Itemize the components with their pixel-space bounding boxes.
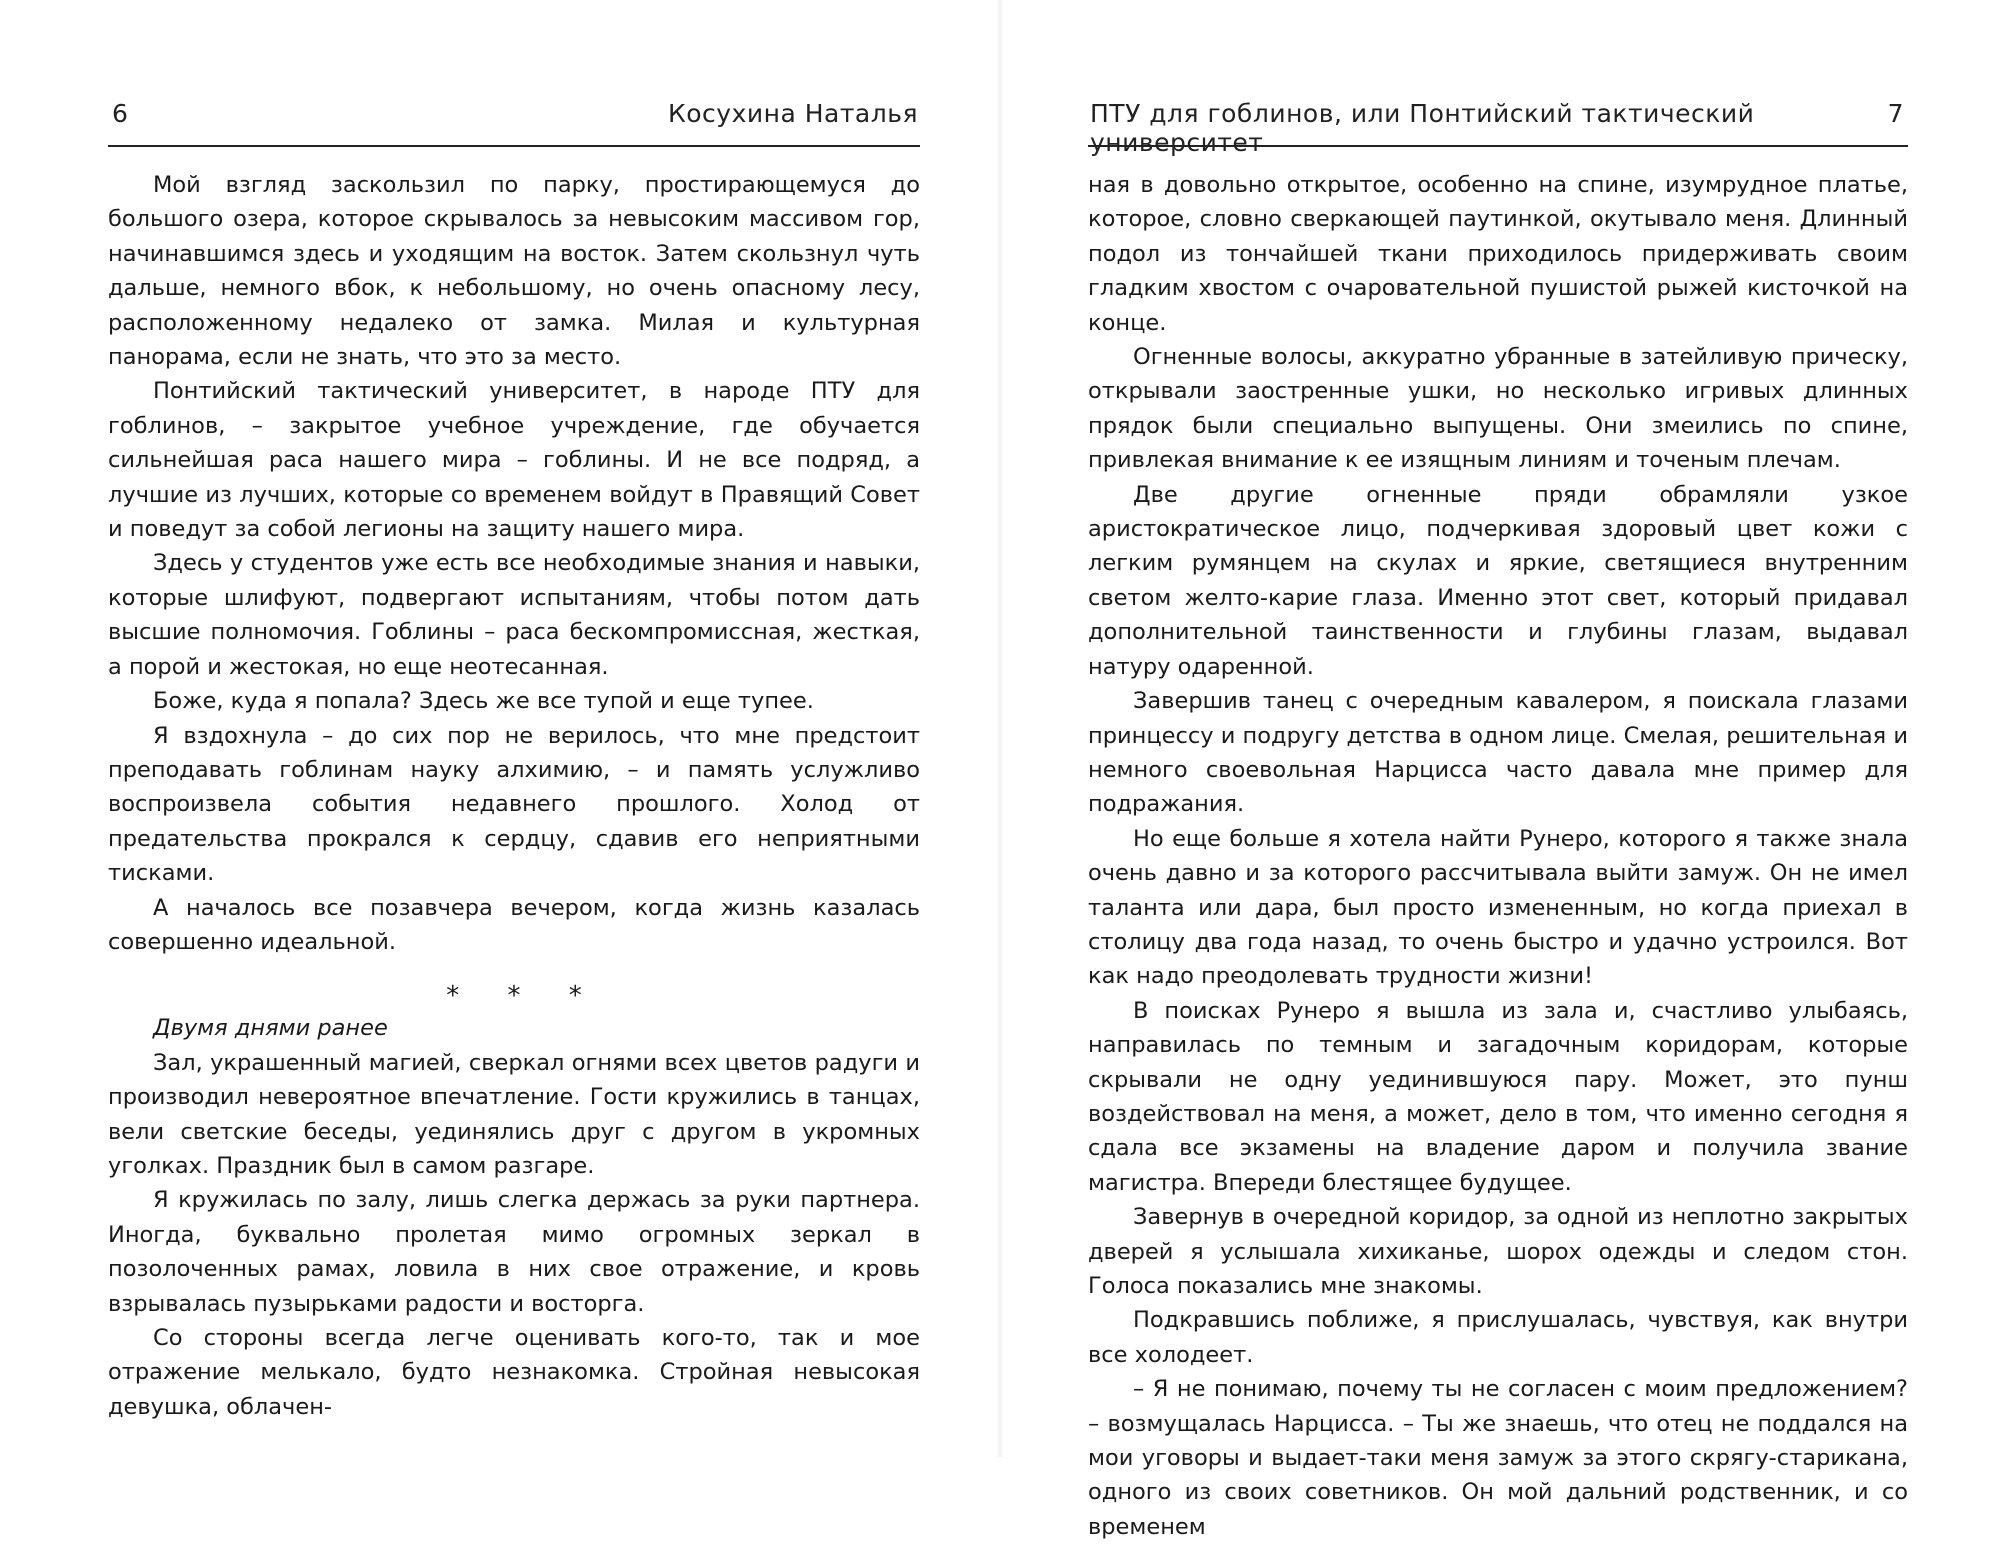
right-page-header (1088, 95, 1908, 157)
paragraph: Здесь у студентов уже есть все необходимые знания и навыки, которые шлифуют, подвергают испытаниям, чтобы потом дать высшие полномочия. Гоблины – раса бескомпромиссная, жесткая, а порой и жестокая, но еще неотесанная. (108, 550, 920, 680)
running-head: Косухина Наталья (668, 99, 918, 128)
paragraph: Завершив танец с очередным кавалером, я поискала глазами принцессу и подругу детства в одном лице. Смелая, решительная и немного своевольная Нарцисса часто давала мне пример для подражания. (1088, 688, 1908, 818)
paragraph: В поисках Рунеро я вышла из зала и, счастливо улыбаясь, направилась по темным и загадочным коридорам, которые скрывали не одну уединившуюся пару. Может, это пунш воздействовал на меня, а может, дело в том, что именно сегодня я сдала все экзамены на владение даром и получила звание магистра. Впереди блестящее будущее. (1088, 997, 1908, 1196)
paragraph: Но еще больше я хотела найти Рунеро, которого я также знала очень давно и за которого рассчитывала выйти замуж. Он не имел таланта или дара, был просто измененным, но когда приехал в столицу два года назад, то очень быстро и удачно устроился. Вот как надо преодолевать трудности жизни! (1088, 825, 1908, 990)
paragraph-continuation: ная в довольно открытое, особенно на спине, изумрудное платье, которое, словно сверкающей паутинкой, окутывало меня. Длинный подол из тончайшей ткани приходилось придерживать своим гладким хвостом с очаровательной пушистой рыжей кисточкой на конце. (1088, 172, 1908, 336)
paragraph: – Я не понимаю, почему ты не согласен с моим предложением? – возмущалась Нарцисса. – Ты же знаешь, что отец не поддался на мои уговоры и выдает-таки меня замуж за этого скрягу-старикана, одного из своих советников. Он мой дальний родственник, и со временем (1088, 1376, 1908, 1540)
right-page (1000, 0, 2000, 1540)
paragraph: Две другие огненные пряди обрамляли узкое аристократическое лицо, подчеркивая здоровый цвет кожи с легким румянцем на скулах и яркие, светящиеся внутренним светом желто-карие глаза. Именно этот свет, который придавал дополнительной таинственности и глубины глазам, выдавал натуру одаренной. (1088, 481, 1908, 680)
left-page (0, 0, 1000, 1457)
paragraph: А началось все позавчера вечером, когда жизнь казалась совершенно идеальной. (108, 894, 920, 955)
paragraph: Понтийский тактический университет, в народе ПТУ для гоблинов, – закрытое учебное учреждение, где обучается сильнейшая раса нашего мира – гоблины. И не все подряд, а лучшие из лучших, которые со временем войдут в Правящий Совет и поведут за собой легионы на защиту нашего мира. (108, 378, 920, 543)
left-page-header (108, 95, 920, 147)
paragraph: Подкравшись поближе, я прислушалась, чувствуя, как внутри все холодеет. (1088, 1307, 1908, 1368)
left-page-text (108, 168, 920, 1424)
page-number: 6 (112, 99, 129, 128)
right-page-text (1088, 168, 1908, 1544)
paragraph: Мой взгляд заскользил по парку, простирающемуся до большого озера, которое скрывалось за невысоким массивом гор, начинавшимся здесь и уходящим на восток. Затем скользнул чуть дальше, немного вбок, к небольшому, но очень опасному лесу, расположенному недалеко от замка. Милая и культурная панорама, если не знать, что это за место. (108, 172, 920, 371)
page-number: 7 (1887, 99, 1904, 128)
paragraph: Я вздохнула – до сих пор не верилось, что мне предстоит преподавать гоблинам науку алхимию, – и память услужливо воспроизвела события недавнего прошлого. Холод от предательства прокрался к сердцу, сдавив его неприятными тисками. (108, 722, 920, 887)
paragraph: Со стороны всегда легче оценивать кого-то, так и мое отражение мелькало, будто незнакомка. Стройная невысокая девушка, облачен- (108, 1325, 920, 1420)
section-separator: * * * (446, 981, 602, 1012)
paragraph: Я кружилась по залу, лишь слегка держась за руки партнера. Иногда, буквально пролетая мимо огромных зеркал в позолоченных рамах, ловила в них свое отражение, и кровь взрывалась пузырьками радости и восторга. (108, 1187, 920, 1317)
running-head: ПТУ для гоблинов, или Понтийский тактический университет (1090, 99, 1755, 157)
paragraph: Боже, куда я попала? Здесь же все тупой и еще тупее. (153, 688, 814, 715)
paragraph: Огненные волосы, аккуратно убранные в затейливую прическу, открывали заостренные ушки, но несколько игривых длинных прядок были специально выпущены. Они змеились по спине, привлекая внимание к ее изящным линиям и точеным плечам. (1088, 344, 1908, 474)
paragraph: Зал, украшенный магией, сверкал огнями всех цветов радуги и производил невероятное впечатление. Гости кружились в танцах, вели светские беседы, уединялись друг с другом в укромных уголках. Праздник был в самом разгаре. (108, 1049, 920, 1179)
section-subheading: Двумя днями ранее (153, 1015, 388, 1042)
paragraph: Завернув в очередной коридор, за одной из неплотно закрытых дверей я услышала хихиканье, шорох одежды и следом стон. Голоса показались мне знакомы. (1088, 1204, 1908, 1299)
